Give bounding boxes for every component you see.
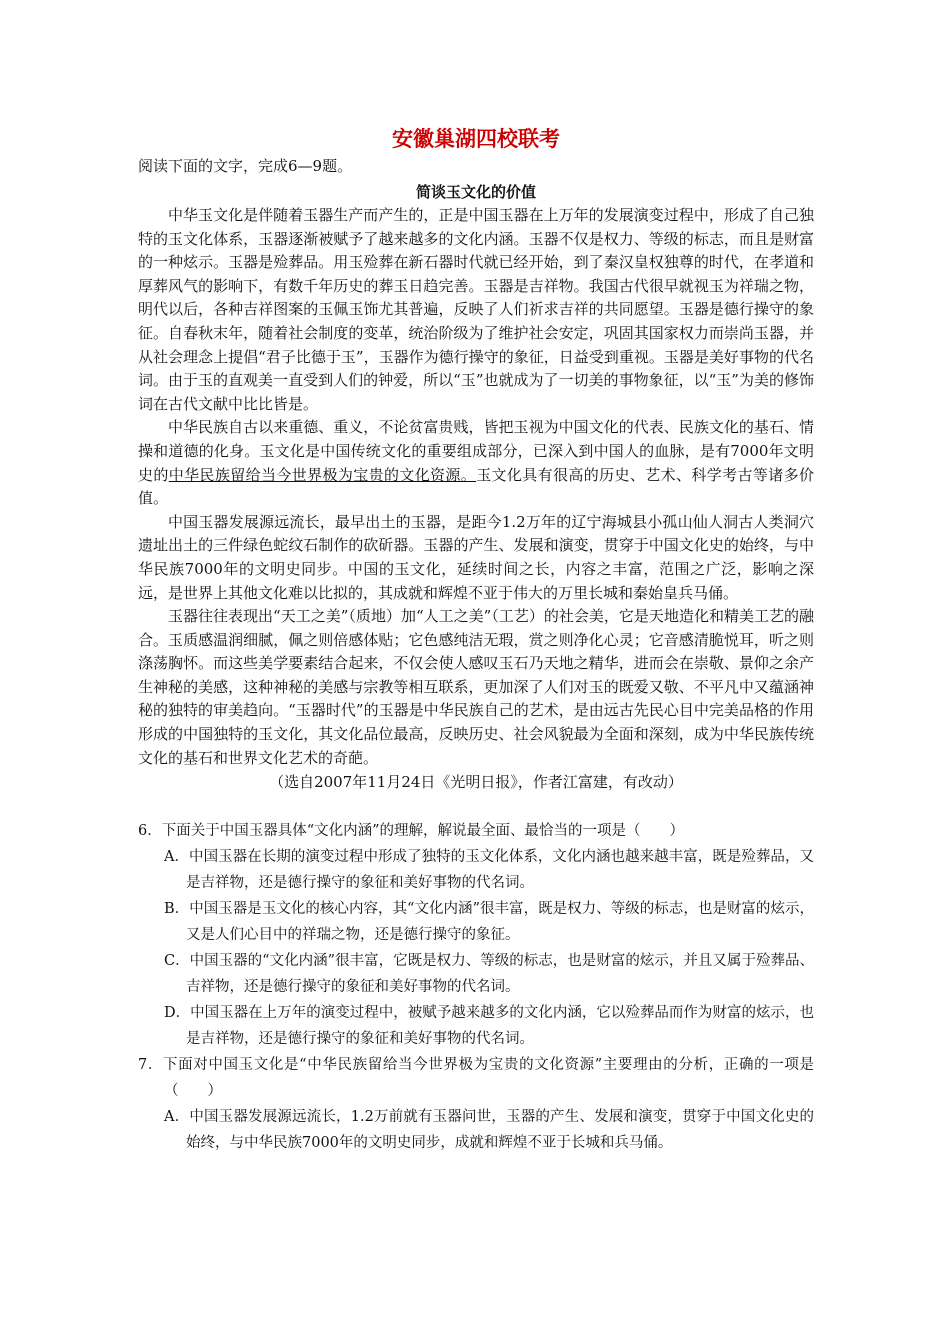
question-6 bbox=[138, 818, 814, 1052]
paragraph-2-text-end: 玉文化具有很高的历史、艺术、科学考古等诸多价值。 bbox=[138, 465, 814, 508]
paragraph-2-text-start: 中华民族自古以来重德、重义，不论贫富贵贱，皆把玉视为中国文化的代表、民族文化的基石、情操和道德的化身。玉文化是中国传统文化的重要组成部分，已深入到中国人的血脉，是有7000年文明史的 bbox=[138, 418, 814, 484]
underlined-phrase: 中华民族留给当今世界极为宝贵的文化资源。 bbox=[168, 465, 477, 484]
article-paragraph-1: 中华玉文化是伴随着玉器生产而产生的，正是中国玉器在上万年的发展演变过程中，形成了自己独特的玉文化体系，玉器逐渐被赋予了越来越多的文化内涵。玉器不仅是权力、等级的标志，而且是财富的一种炫示。玉器是殓葬品。用玉殓葬在新石器时代就已经开始，到了秦汉皇权独尊的时代，在孝道和厚葬风气的影响下，有数千年历史的葬玉日趋完善。玉器是吉祥物。我国古代很早就视玉为祥瑞之物，明代以后，各种吉祥图案的玉佩玉饰尤其普遍，反映了人们祈求吉祥的共同愿望。玉器是德行操守的象征。自春秋末年，随着社会制度的变革，统治阶级为了维护社会安定，巩固其国家权力而崇尚玉器，并从社会理念上提倡“君子比德于玉”，玉器作为德行操守的象征，日益受到重视。玉器是美好事物的代名词。由于玉的直观美一直受到人们的钟爱，所以“玉”也就成为了一切美的事物象征，以“玉”为美的修饰词在古代文献中比比皆是。 bbox=[138, 206, 814, 413]
question-7 bbox=[138, 1052, 814, 1156]
question-6-option-d: D．中国玉器在上万年的演变过程中，被赋予越来越多的文化内涵，它以殓葬品而作为财富的炫示，也是吉祥物，还是德行操守的象征和美好事物的代名词。 bbox=[164, 1005, 814, 1048]
question-7-option-a: A．中国玉器发展源远流长，1.2万前就有玉器问世，玉器的产生、发展和演变，贯穿于中国文化史的始终，与中华民族7000年的文明史同步，成就和辉煌不亚于长城和兵马俑。 bbox=[164, 1109, 814, 1152]
question-6-option-a: A．中国玉器在长期的演变过程中形成了独特的玉文化体系，文化内涵也越来越丰富，既是殓葬品，又是吉祥物，还是德行操守的象征和美好事物的代名词。 bbox=[164, 849, 814, 892]
question-7-stem: 7．下面对中国玉文化是“中华民族留给当今世界极为宝贵的文化资源”主要理由的分析，正确的一项是（ ） bbox=[138, 1057, 814, 1100]
question-6-stem: 6．下面关于中国玉器具体“文化内涵”的理解，解说最全面、最恰当的一项是（ ） bbox=[138, 823, 685, 840]
question-6-option-c: C．中国玉器的“文化内涵”很丰富，它既是权力、等级的标志，也是财富的炫示，并且又属于殓葬品、吉祥物，还是德行操守的象征和美好事物的代名词。 bbox=[164, 953, 814, 996]
article-source: （选自2007年11月24日《光明日报》，作者江富建，有改动） bbox=[269, 773, 683, 792]
article-paragraph-4: 玉器往往表现出“天工之美”（质地）加“人工之美”（工艺）的社会美，它是天地造化和精美工艺的融合。玉质感温润细腻，佩之则倍感体贴；它色感纯洁无瑕，赏之则净化心灵；它音感清脆悦耳，听之则涤荡胸怀。而这些美学要素结合起来，不仅会使人感叹玉石乃天地之精华，进而会在崇敬、景仰之余产生神秘的美感，这种神秘的美感与宗教等相互联系，更加深了人们对玉的既爱又敬、不平凡中又蕴涵神秘的独特的审美趋向。“玉器时代”的玉器是中华民族自己的艺术，是由远古先民心目中完美品格的作用形成的中国独特的玉文化，其文化品位最高，反映历史、社会风貌最为全面和深刻，成为中华民族传统文化的基石和世界文化艺术的奇葩。 bbox=[138, 607, 814, 767]
reading-instruction: 阅读下面的文字，完成6—9题。 bbox=[138, 157, 353, 175]
exam-title: 安徽巢湖四校联考 bbox=[392, 126, 560, 151]
article-title: 简谈玉文化的价值 bbox=[415, 183, 536, 201]
spacer bbox=[138, 794, 814, 818]
article-paragraph-2 bbox=[138, 416, 814, 510]
question-6-option-b: B．中国玉器是玉文化的核心内容，其“文化内涵”很丰富，既是权力、等级的标志，也是财富的炫示，又是人们心目中的祥瑞之物，还是德行操守的象征。 bbox=[164, 901, 814, 944]
article-paragraph-3: 中国玉器发展源远流长，最早出土的玉器，是距今1.2万年的辽宁海城县小孤山仙人洞古人类洞穴遗址出土的三件绿色蛇纹石制作的砍斫器。玉器的产生、发展和演变，贯穿于中国文化史的始终，与中华民族7000年的文明史同步。中国的玉文化，延续时间之长，内容之丰富，范围之广泛，影响之深远，是世界上其他文化难以比拟的，其成就和辉煌不亚于伟大的万里长城和秦始皇兵马俑。 bbox=[138, 512, 814, 602]
document-page bbox=[138, 124, 814, 1156]
